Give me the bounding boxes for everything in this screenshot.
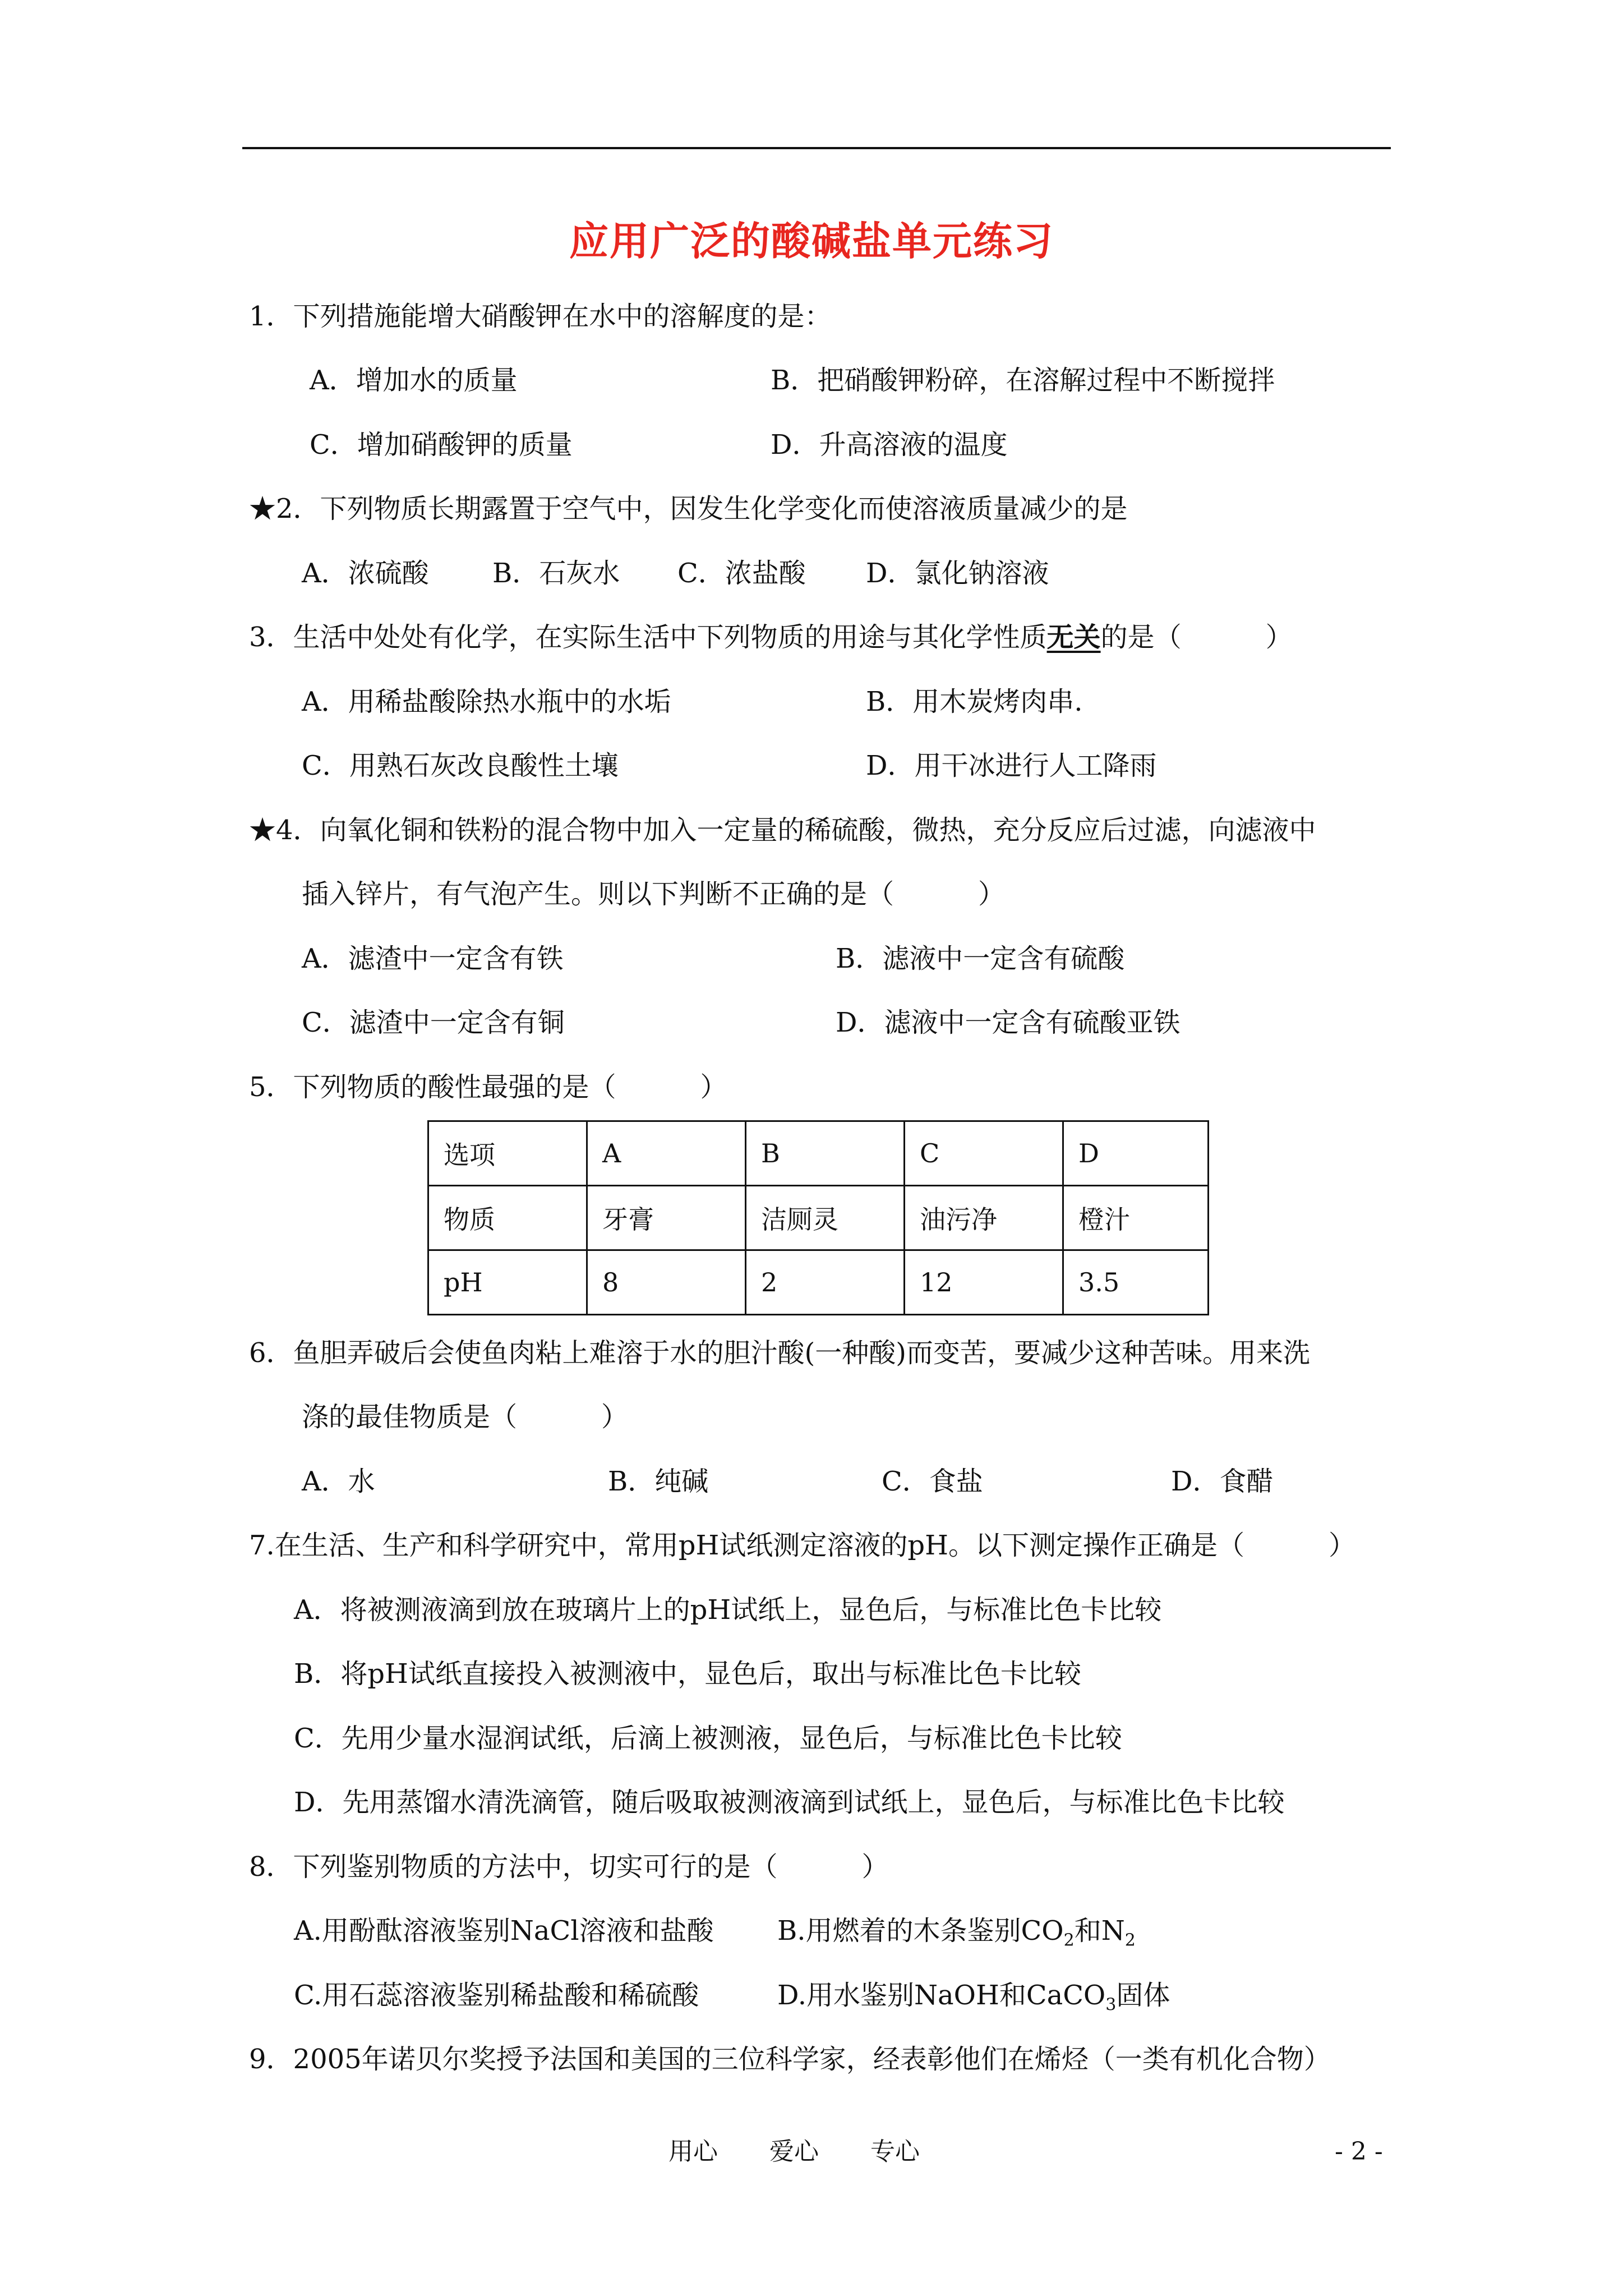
header-rule [242, 147, 1391, 149]
question-7-option-d: D．先用蒸馏水清洗滴管，随后吸取被测液滴到试纸上，显色后，与标准比色卡比较 [294, 1787, 1285, 1818]
question-1-option-c: C．增加硝酸钾的质量 [310, 429, 573, 461]
question-9-stem: 9．2005年诺贝尔奖授予法国和美国的三位科学家，经表彰他们在烯烃（一类有机化合物） [249, 2044, 1331, 2075]
question-6-stem-line1: 6．鱼胆弄破后会使鱼肉粘上难溶于水的胆汁酸(一种酸)而变苦，要减少这种苦味。用来洗 [249, 1337, 1310, 1369]
table-cell: 3.5 [1063, 1250, 1209, 1315]
table-cell: 12 [905, 1250, 1063, 1315]
table-cell: 选项 [428, 1121, 587, 1186]
question-8-option-b [777, 1914, 1136, 1958]
question-5-close-paren: ） [700, 1071, 727, 1103]
question-2-option-c: C．浓盐酸 [677, 558, 806, 589]
question-4-stem-line2 [302, 877, 1005, 911]
table-cell: 物质 [428, 1186, 587, 1250]
option-d-text: D.用水鉴别NaOH和CaCO [777, 1980, 1106, 2011]
question-6-option-a: A．水 [302, 1466, 375, 1497]
question-3-option-a: A．用稀盐酸除热水瓶中的水垢 [302, 686, 671, 717]
table-cell: 8 [587, 1250, 746, 1315]
ph-table [427, 1120, 1209, 1315]
question-8-stem [249, 1850, 889, 1884]
question-3-option-c: C．用熟石灰改良酸性土壤 [302, 750, 619, 781]
question-2-option-a: A．浓硫酸 [302, 558, 429, 589]
page-number: - 2 - [1335, 2137, 1383, 2166]
table-cell: 油污净 [905, 1186, 1063, 1250]
question-4-stem-text: 插入锌片，有气泡产生。则以下判断不正确的是（ [302, 878, 895, 910]
question-3-emphasis: 无关 [1046, 622, 1101, 653]
question-4-option-c: C．滤渣中一定含有铜 [302, 1007, 565, 1038]
question-4-option-a: A．滤渣中一定含有铁 [302, 943, 564, 974]
table-cell: B [746, 1121, 905, 1186]
question-2-option-d: D．氯化钠溶液 [866, 558, 1049, 589]
subscript: 2 [1124, 1930, 1136, 1950]
question-7-stem-text: 7.在生活、生产和科学研究中，常用pH试纸测定溶液的pH。以下测定操作正确是（ [249, 1530, 1244, 1561]
subscript: 2 [1063, 1930, 1075, 1950]
question-3-close-paren: ） [1265, 622, 1293, 653]
question-2-option-b: B．石灰水 [492, 558, 620, 589]
document-title: 应用广泛的酸碱盐单元练习 [569, 218, 1054, 264]
table-cell: 洁厕灵 [746, 1186, 905, 1250]
question-6-stem-line2 [302, 1400, 628, 1434]
question-4-stem-line1: ★4．向氧化铜和铁粉的混合物中加入一定量的稀硫酸，微热，充分反应后过滤，向滤液中 [249, 815, 1316, 846]
question-6-stem-text: 涤的最佳物质是（ [302, 1401, 518, 1433]
question-2-stem: ★2．下列物质长期露置于空气中，因发生化学变化而使溶液质量减少的是 [249, 493, 1128, 524]
question-7-option-a: A．将被测液滴到放在玻璃片上的pH试纸上，显色后，与标准比色卡比较 [294, 1594, 1162, 1626]
question-1-option-b: B．把硝酸钾粉碎，在溶解过程中不断搅拌 [771, 365, 1275, 396]
question-4-close-paren: ） [978, 878, 1006, 910]
question-8-close-paren: ） [861, 1851, 889, 1883]
question-7-close-paren: ） [1328, 1530, 1355, 1561]
table-row [428, 1250, 1209, 1315]
question-4-option-d: D．滤液中一定含有硫酸亚铁 [836, 1007, 1181, 1038]
table-cell: C [905, 1121, 1063, 1186]
question-8-option-c: C.用石蕊溶液鉴别稀盐酸和稀硫酸 [294, 1980, 699, 2011]
footer-motto-2: 爱心 [769, 2137, 819, 2166]
question-6-option-d: D．食醋 [1171, 1466, 1274, 1497]
table-cell: A [587, 1121, 746, 1186]
table-cell: 橙汁 [1063, 1186, 1209, 1250]
subscript: 3 [1105, 1995, 1117, 2015]
table-row [428, 1121, 1209, 1186]
footer-motto-1: 用心 [668, 2137, 718, 2166]
question-5-stem [249, 1070, 727, 1104]
question-7-option-c: C．先用少量水湿润试纸，后滴上被测液，显色后，与标准比色卡比较 [294, 1723, 1122, 1754]
question-3-option-b: B．用木炭烤肉串. [866, 686, 1083, 717]
table-cell: 牙膏 [587, 1186, 746, 1250]
question-1-option-a: A．增加水的质量 [310, 365, 518, 396]
option-b-text-mid: 和N [1074, 1915, 1125, 1947]
question-3-stem-text: 3．生活中处处有化学，在实际生活中下列物质的用途与其化学性质 [249, 622, 1047, 653]
question-6-option-b: B．纯碱 [608, 1466, 709, 1497]
question-6-close-paren: ） [601, 1401, 629, 1433]
question-3-stem-suffix: 的是（ [1100, 622, 1182, 653]
question-3-stem [249, 620, 1293, 654]
table-cell: pH [428, 1250, 587, 1315]
question-5-stem-text: 5．下列物质的酸性最强的是（ [249, 1071, 616, 1103]
table-cell: 2 [746, 1250, 905, 1315]
question-8-stem-text: 8．下列鉴别物质的方法中，切实可行的是（ [249, 1851, 778, 1883]
question-3-option-d: D．用干冰进行人工降雨 [866, 750, 1157, 781]
question-7-option-b: B．将pH试纸直接投入被测液中，显色后，取出与标准比色卡比较 [294, 1658, 1081, 1690]
question-8-option-a: A.用酚酞溶液鉴别NaCl溶液和盐酸 [294, 1915, 714, 1947]
question-8-option-d [777, 1978, 1170, 2022]
footer-motto-3: 专心 [870, 2137, 920, 2166]
option-b-text: B.用燃着的木条鉴别CO [777, 1915, 1064, 1947]
question-1-stem: 1．下列措施能增大硝酸钾在水中的溶解度的是： [249, 301, 832, 332]
option-d-text-suffix: 固体 [1116, 1980, 1170, 2011]
question-4-option-b: B．滤液中一定含有硫酸 [836, 943, 1125, 974]
table-cell: D [1063, 1121, 1209, 1186]
question-6-option-c: C．食盐 [882, 1466, 983, 1497]
question-1-option-d: D．升高溶液的温度 [771, 429, 1008, 461]
table-row [428, 1186, 1209, 1250]
question-7-stem [249, 1529, 1355, 1562]
